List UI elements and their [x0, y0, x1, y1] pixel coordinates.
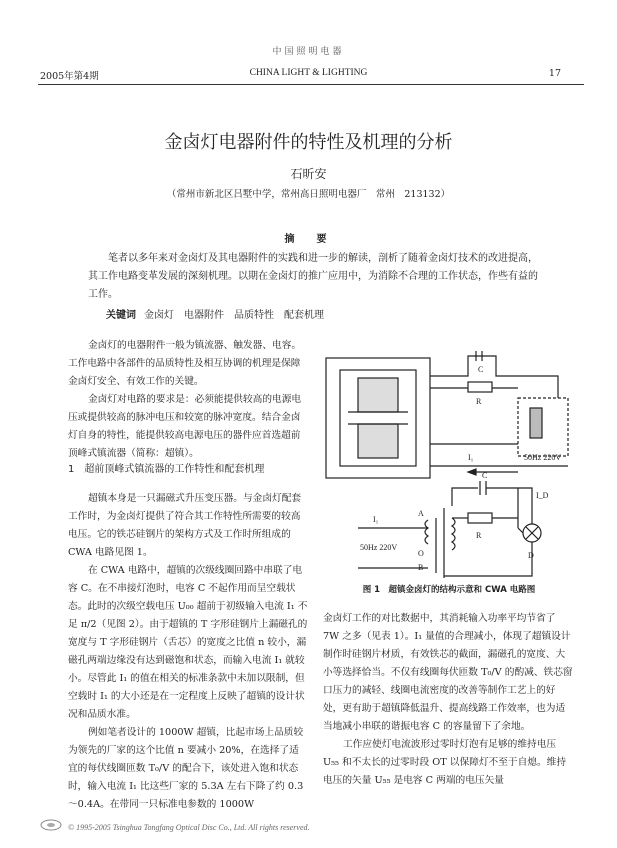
journal-english: CHINA LIGHT & LIGHTING [249, 68, 368, 78]
paragraph: 工作应使灯电流波形过零时灯泡有足够的维持电压 U₅₅ 和不太长的过零时段 OT 以保障灯不至于自熄。维持电压的矢量 U₅₅ 是电容 C 两端的电压矢量 [323, 739, 567, 786]
section-heading: 1 超前顶峰式镇流器的工作特性和配套机理 [68, 464, 265, 475]
lamp-box [518, 398, 568, 456]
label-d: D [528, 551, 534, 560]
paragraph: 金卤灯对电路的要求是：必须能提供较高的电源电压或提供较高的脉冲电压和较宽的脉冲宽度。结合金卤灯自身的特性，能提供较高电源电压的器件应首选超前顶峰式镇流器（简称：超镇）。 [68, 394, 302, 459]
label-r-bottom: R [476, 531, 482, 540]
copyright-footer: © 1995-2005 Tsinghua Tongfang Optical Disc Co., Ltd. All rights reserved. [68, 823, 310, 832]
label-id: I_D [536, 491, 549, 500]
resistor-r-top [468, 382, 492, 392]
primary-winding [358, 378, 398, 412]
publisher-logo-icon [40, 817, 62, 831]
abstract-text: 笔者以多年来对金卤灯及其电器附件的实践和进一步的解读，剖析了随着金卤灯技术的改进提高，其工作电路变革发展的深刻机理。以期在金卤灯的推广应用中，为消除不合理的工作状态，作些有益的工作。 [88, 253, 538, 300]
figure-caption: 图 1 超镇金卤灯的结构示意和 CWA 电路图 [362, 585, 536, 595]
journal-name: 中国照明电器 [272, 47, 345, 57]
secondary-winding [358, 424, 398, 458]
left-column-top [68, 337, 308, 463]
abstract-heading: 摘 要 [284, 234, 333, 245]
core-outline [326, 358, 430, 478]
label-i1-bottom: I₁ [373, 515, 379, 524]
figure-1-diagram [318, 348, 580, 598]
paragraph: 例如笔者设计的 1000W 超镇，比起市场上品质较为领先的厂家的这个比值 n 要减小 20%，在选择了适宜的每伏线圈匝数 T₀/V 的配合下，该处进入饱和状态时，输入电流 I₁ 比这些厂家的 5.3A 左右下降了约 0.3～0.4A。在带同一只标准电参数的 1000W [68, 727, 304, 810]
paragraph: 金卤灯工作的对比数据中，其消耗输入功率平均节省了 7W 之多（见表 1）。I₁ 量值的合理减小，体现了超镇设计制作时硅钢片材质，有效铁芯的截面，漏磁孔的宽度、大小等选择恰当。不仅有线圈每伏匝数 T₀/V 的酌减、铁芯窗口压力的减轻、线圈电流密度的改善等制作工艺上的好处，更有助于超镇降低温升、提高线路工作效率，也为适当地减小串联的谐振电容 C 的容量留下了余地。 [323, 613, 573, 732]
keywords-label: 关键词 [106, 310, 136, 321]
paper-title: 金卤灯电器附件的特性及机理的分析 [164, 132, 453, 153]
issue-label: 2005年第4期 [40, 71, 99, 82]
label-b: B [418, 563, 424, 572]
right-column [323, 610, 573, 790]
header-rule [38, 84, 584, 85]
affiliation: （常州市新北区吕墅中学，常州高日照明电器厂 常州 213132） [166, 189, 451, 200]
paragraph: 超镇本身是一只漏磁式升压变压器。与金卤灯配套工作时，为金卤灯提供了符合其工作特性所需要的较高电压。它的铁芯硅钢片的架构方式及工作时所组成的 CWA 电路见图 1。 [68, 493, 302, 558]
label-c-top: C [478, 365, 484, 374]
label-supply-bottom: 50Hz 220V [360, 543, 398, 552]
label-supply-top: 50Hz 220V [524, 453, 562, 462]
page-number: 17 [548, 68, 561, 79]
keywords [88, 306, 538, 321]
label-r-top: R [476, 397, 482, 406]
author: 石昕安 [290, 167, 327, 181]
label-o: O [418, 549, 424, 558]
resistor-r-bottom [468, 513, 492, 523]
label-c-bottom: C [482, 471, 488, 480]
keywords-text: 金卤灯 电器附件 品质特性 配套机理 [144, 310, 324, 321]
left-column-bottom [68, 490, 308, 814]
paragraph: 金卤灯的电器附件一般为镇流器、触发器、电容。工作电路中各部件的品质特性及相互协调的机理是保障金卤灯安全、有效工作的关键。 [68, 340, 302, 387]
label-i1-top: I₁ [468, 453, 474, 462]
paragraph: 在 CWA 电路中，超镇的次级线圈回路中串联了电容 C。在不串接灯泡时，电容 C 不起作用而呈空载状态。此时的次级空载电压 U₀₀ 超前于初级输入电流 I₁ 不足 π/2（见图 2）。由于超镇的 T 字形硅钢片上漏磁孔的宽度与 T 字形硅钢片（舌芯）的宽度之比值 n 较小，漏磁孔两端边缘没有达到磁饱和状态，而输入电流 I₁ 就较小。尽管此 I₁ 的值在相关的标准条款中未加以限制，但空载时 I₁ 的大小还是在一定程度上反映了超镇的设计状况和品质水准。 [68, 565, 308, 720]
label-a: A [418, 509, 424, 518]
